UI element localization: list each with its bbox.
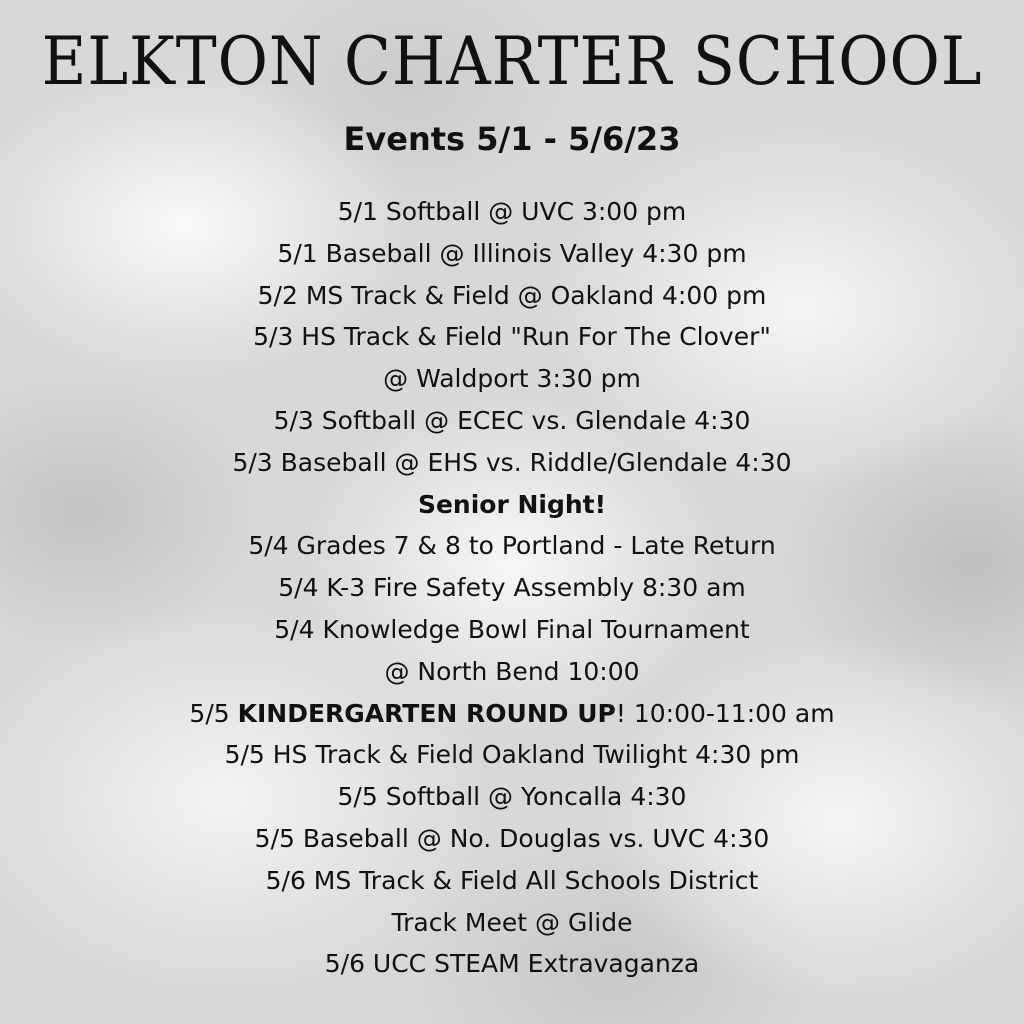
event-line-continuation: @ Waldport 3:30 pm xyxy=(383,364,641,394)
event-line: 5/1 Softball @ UVC 3:00 pm xyxy=(337,197,687,226)
event-line: 5/3 HS Track & Field "Run For The Clover" xyxy=(253,322,771,352)
event-line: 5/5 Softball @ Yoncalla 4:30 xyxy=(337,782,687,812)
event-line: 5/1 Baseball @ Illinois Valley 4:30 pm xyxy=(277,238,747,268)
event-line: 5/2 MS Track & Field @ Oakland 4:00 pm xyxy=(257,280,767,310)
events-heading: Events 5/1 - 5/6/23 xyxy=(343,120,681,158)
kindergarten-roundup-highlight: KINDERGARTEN ROUND UP xyxy=(237,698,616,728)
event-line: 5/4 Knowledge Bowl Final Tournament xyxy=(274,614,750,644)
event-line: 5/4 K-3 Fire Safety Assembly 8:30 am xyxy=(278,573,746,603)
event-date-prefix: 5/5 xyxy=(189,698,238,728)
event-line: 5/6 UCC STEAM Extravaganza xyxy=(324,949,700,979)
kindergarten-roundup-line xyxy=(0,693,1024,735)
event-line: 5/6 MS Track & Field All Schools District xyxy=(265,865,759,895)
event-line: 5/5 HS Track & Field Oakland Twilight 4:30 pm xyxy=(224,740,800,770)
school-title: ELKTON CHARTER SCHOOL xyxy=(41,23,983,100)
event-list xyxy=(0,191,1024,985)
event-line: 5/3 Softball @ ECEC vs. Glendale 4:30 xyxy=(273,405,751,435)
event-line: 5/5 Baseball @ No. Douglas vs. UVC 4:30 xyxy=(254,823,770,853)
senior-night-note: Senior Night! xyxy=(417,489,607,519)
event-line: 5/3 Baseball @ EHS vs. Riddle/Glendale 4:30 xyxy=(232,447,792,477)
event-line-continuation: @ North Bend 10:00 xyxy=(384,656,640,686)
event-time-suffix: ! 10:00-11:00 am xyxy=(615,698,835,728)
event-line: 5/4 Grades 7 & 8 to Portland - Late Return xyxy=(248,531,776,561)
event-line-continuation: Track Meet @ Glide xyxy=(391,907,633,937)
